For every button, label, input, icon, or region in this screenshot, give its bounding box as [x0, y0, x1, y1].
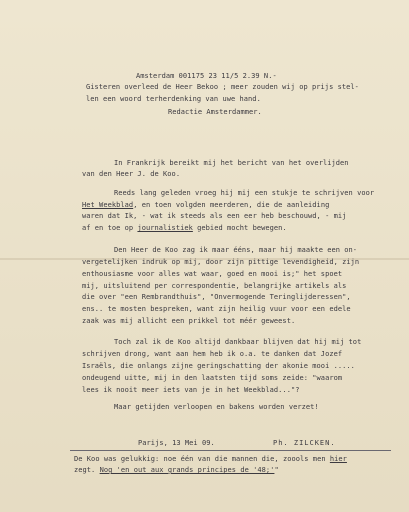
telegram-line-1: Amsterdam 001175 23 11/5 2.39 N.-: [136, 72, 277, 80]
underlined-title: Het Weekblad: [82, 201, 134, 209]
body-line: ondeugend uitte, mij in den laatsten tijd soms zeide: "waarom: [82, 374, 343, 382]
body-line: die over "een Rembrandthuis", "Onvermogende Teringlijderessen",: [82, 293, 351, 301]
body-line: mij, uitsluitend per correspondentie, belangrijke artikels als: [82, 282, 347, 290]
body-line: van den Heer J. de Koo.: [82, 170, 181, 178]
body-line: enthousiasme voor alles wat waar, goed en mooi is;" het spoet: [82, 270, 343, 278]
body-line: ens.. te mosten bespreken, want zijn heilig vuur voor een edele: [82, 305, 351, 313]
body-line: af en toe op journalistiek gebied mocht bewegen.: [82, 224, 287, 232]
body-line: schrijven drong, want aan hem heb ik o.a. te danken dat Jozef: [82, 350, 343, 358]
footnote-line-2: zegt. Nog 'en out aux grands principes de '48;'": [74, 466, 279, 474]
body-line: Toch zal ik de Koo altijd dankbaar blijven dat hij mij tot: [114, 338, 362, 346]
body-line: lees ik nooit meer iets van je in het Weekblad..."?: [82, 386, 300, 394]
body-line: waren dat Ik, - wat ik steeds als een eer heb beschouwd, - mij: [82, 212, 347, 220]
body-line: Maar getijden verloopen en bakens worden verzet!: [114, 403, 319, 411]
body-line: Den Heer de Koo zag ik maar ééns, maar hij maakte een on-: [114, 246, 358, 254]
telegram-line-3: len een woord terherdenking van uwe hand.: [86, 95, 261, 103]
underlined-word: journalistiek: [137, 224, 193, 232]
body-line: Reeds lang geleden vroeg hij mij een stukje te schrijven voor: [114, 189, 375, 197]
body-line: Het Weekblad, en toen volgden meerderen, die de aanleiding: [82, 201, 330, 209]
body-line: Israëls, die onlangs zijne geringschatting der akonie mooi .....: [82, 362, 355, 370]
body-line: zaak was mij allicht een prikkel tot méér geweest.: [82, 317, 296, 325]
body-line: In Frankrijk bereikt mij het bericht van het overlijden: [114, 159, 349, 167]
telegram-line-2: Gisteren overleed de Heer Bekoo ; meer zouden wij op prijs stel-: [86, 83, 359, 91]
telegram-signature: Redactie Amsterdammer.: [168, 108, 262, 116]
place-date: Parijs, 13 Mei 09.: [138, 439, 215, 447]
signature: Ph. ZILCKEN.: [273, 439, 336, 447]
footnote-line-1: De Koo was gelukkig: noe één van die mannen die, zoools men hier: [74, 455, 347, 463]
body-line: vergetelijken indruk op mij, door zijn pittige levendigheid, zijn: [82, 258, 360, 266]
divider: [70, 450, 391, 451]
